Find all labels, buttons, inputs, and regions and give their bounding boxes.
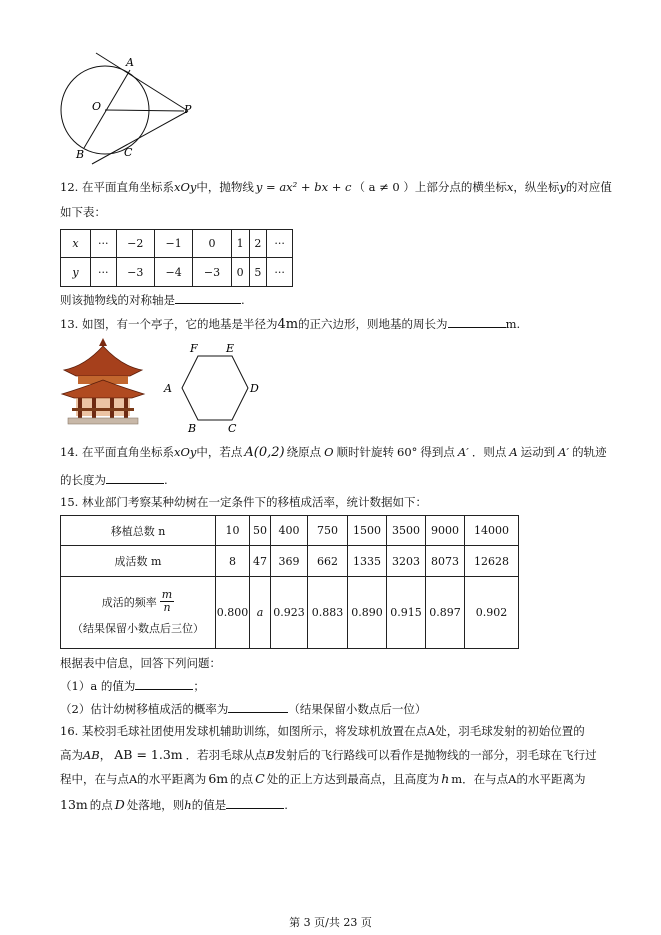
answer-blank[interactable] xyxy=(228,701,288,713)
secant-line xyxy=(96,53,188,111)
label-A: A xyxy=(164,382,172,395)
q12-x-row: x ··· −2 −1 0 1 2 ··· xyxy=(61,230,293,258)
answer-blank[interactable] xyxy=(135,678,193,690)
q12-line2: 如下表： xyxy=(60,205,106,219)
q15-row-total: 移植总数 n 10 50 400 750 1500 3500 9000 14000 xyxy=(61,516,519,546)
q15-intro: 15. 林业部门考察某种幼树在一定条件下的移植成活率，统计数据如下： xyxy=(60,495,427,509)
q16-line4: 13m 的点 D 处落地，则h的值是 . xyxy=(60,797,288,812)
label-B: B xyxy=(76,148,85,161)
q16-line3: 程中，在与点A的水平距离为 6m 的点 C 处的正上方达到最高点，且高度为 h m．在与点A的水平距离为 xyxy=(60,771,586,786)
label-B: B xyxy=(188,422,197,434)
q12-y-row: y ··· −3 −4 −3 0 5 ··· xyxy=(61,258,293,287)
segment-op xyxy=(105,110,184,111)
q12-table xyxy=(60,229,293,287)
q16-line2: 高为AB， AB = 1.3m ．若羽毛球从点B发射后的飞行路线可以看作是抛物线的一部分，羽毛球在飞行过 xyxy=(60,747,597,762)
label-C: C xyxy=(228,422,237,434)
q15-part1: （1）a 的值为 ； xyxy=(60,679,205,693)
tangent-line-lower xyxy=(92,111,188,164)
label-C: C xyxy=(124,146,133,159)
answer-blank[interactable] xyxy=(226,797,284,809)
label-P: P xyxy=(184,103,192,116)
q15-row-frequency: 成活的频率 m n （结果保留小数点后三位） 0.800 a 0.923 0.883 0.890 0.915 0.897 0.902 xyxy=(61,577,519,649)
q15-row-survived: 成活数 m 8 47 369 662 1335 3203 8073 12628 xyxy=(61,546,519,577)
q16-line1: 16. 某校羽毛球社团使用发球机辅助训练，如图所示，将发球机放置在点A处，羽毛球发射的初始位置的 xyxy=(60,724,585,738)
label-D: D xyxy=(250,382,259,395)
q12-line1: 12. 在平面直角坐标系xOy中，抛物线 y = ax² + bx + c （ a ≠ 0 ）上部分点的横坐标x，纵坐标y的对应值 xyxy=(60,180,612,194)
answer-blank[interactable] xyxy=(448,316,506,328)
q14-line2: 的长度为 . xyxy=(60,473,168,487)
q15-table xyxy=(60,515,519,649)
label-O: O xyxy=(92,100,102,113)
pavilion-image xyxy=(60,336,146,428)
label-A: A xyxy=(126,56,134,69)
circle-tangent-figure xyxy=(60,48,210,166)
q13-line: 13. 如图，有一个亭子，它的地基是半径为4m的正六边形，则地基的周长为 m. xyxy=(60,317,521,332)
page-footer: 第 3 页/共 23 页 xyxy=(289,916,372,929)
answer-blank[interactable] xyxy=(106,472,164,484)
label-F: F xyxy=(190,342,198,355)
label-E: E xyxy=(226,342,235,355)
hexagon xyxy=(182,356,248,420)
q12-question: 则该抛物线的对称轴是 . xyxy=(60,293,245,307)
hexagon-figure xyxy=(160,340,270,434)
q15-prompt: 根据表中信息，回答下列问题： xyxy=(60,656,221,670)
diameter-ab xyxy=(84,70,130,148)
q14-line1: 14. 在平面直角坐标系xOy中，若点 A(0,2) 绕原点 O 顺时针旋转 60° 得到点 A′ ．则点 A 运动到 A′ 的轨迹 xyxy=(60,445,607,460)
answer-blank[interactable] xyxy=(175,292,241,304)
q15-part2: （2）估计幼树移植成活的概率为 （结果保留小数点后一位） xyxy=(60,702,427,716)
